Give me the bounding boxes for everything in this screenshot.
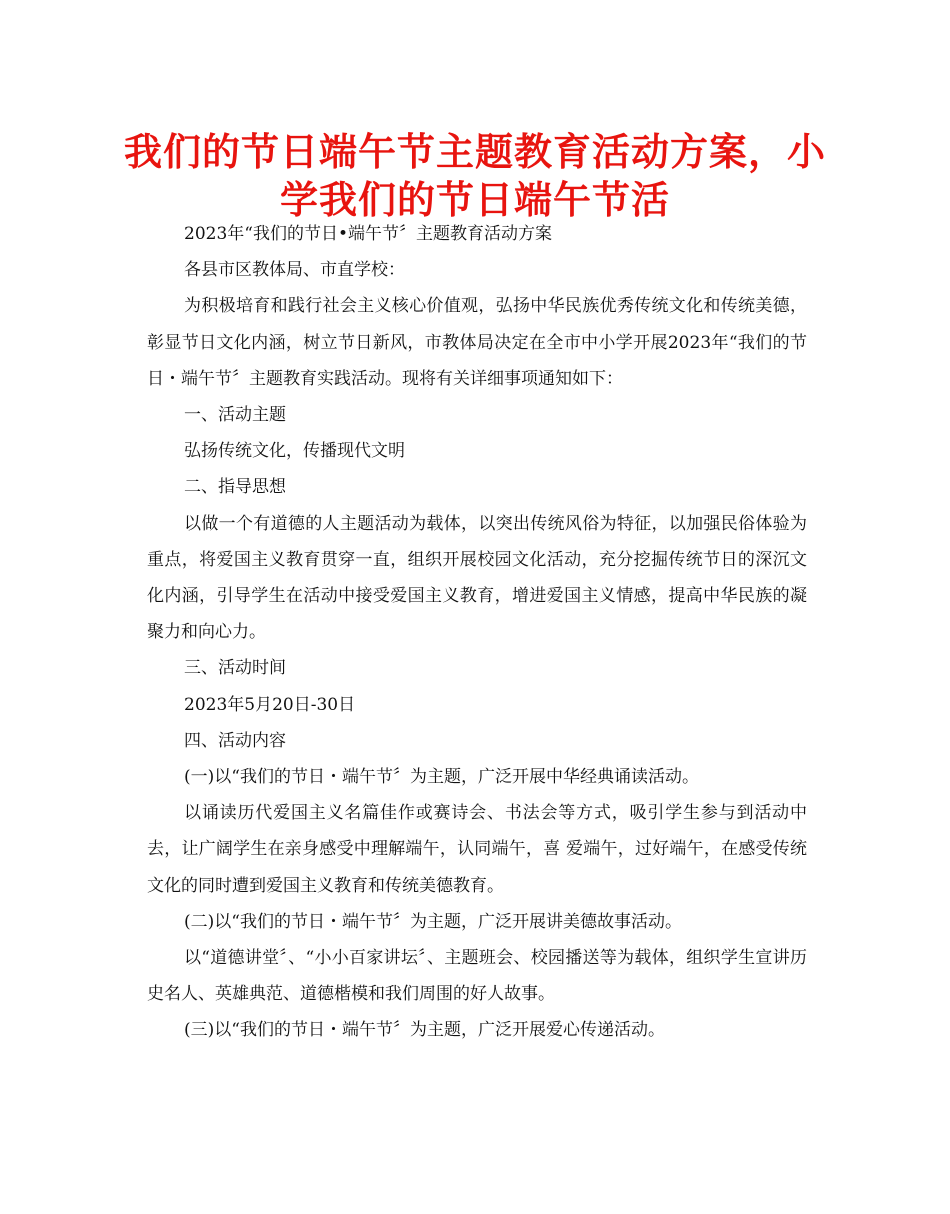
document-title: 我们的节日端午节主题教育活动方案，小学我们的节日端午节活	[123, 130, 826, 222]
content-item-1-paragraph: 以诵读历代爱国主义名篇佳作或赛诗会、书法会等方式，吸引学生参与到活动中去，让广阔学生在亲身感受中理解端午，认同端午，喜 爱端午，过好端午，在感受传统文化的同时遭到爱国主义教育和传统美德教育。	[147, 803, 807, 896]
content-item-3-heading: (三)以“我们的节日・端午节〞为主题，广泛开展爱心传递活动。	[184, 1020, 665, 1041]
addressee-line: 各县市区教体局、市直学校：	[184, 260, 405, 281]
content-item-1-heading: (一)以“我们的节日・端午节〞为主题，广泛开展中华经典诵读活动。	[184, 767, 699, 788]
time-paragraph: 2023年5月20日-30日	[184, 694, 356, 715]
section-heading-theme: 一、活动主题	[184, 405, 286, 426]
content-item-2-heading: (二)以“我们的节日・端午节〞为主题，广泛开展讲美德故事活动。	[184, 911, 682, 932]
section-heading-content: 四、活动内容	[184, 730, 286, 751]
theme-paragraph: 弘扬传统文化，传播现代文明	[184, 441, 405, 462]
plan-heading-line: 2023年“我们的节日•端午节〞主题教育活动方案	[184, 224, 552, 244]
guiding-idea-paragraph: 以做一个有道德的人主题活动为载体，以突出传统风俗为特征，以加强民俗体验为重点，将爱国主义教育贯穿一直，组织开展校园文化活动，充分挖掘传统节日的深沉文化内涵，引导学生在活动中接受爱国主义教育，增进爱国主义情感，提高中华民族的凝聚力和向心力。	[147, 513, 807, 643]
section-heading-guiding-idea: 二、指导思想	[184, 477, 286, 498]
section-heading-time: 三、活动时间	[184, 658, 286, 679]
content-item-2-paragraph: 以“道德讲堂〞、“小小百家讲坛〞、主题班会、校园播送等为载体，组织学生宣讲历史名人、英雄典范、道德楷模和我们周围的好人故事。	[147, 948, 807, 1005]
document-body	[147, 216, 807, 1049]
intro-paragraph: 为积极培育和践行社会主义核心价值观，弘扬中华民族优秀传统文化和传统美德，彰显节日文化内涵，树立节日新风，市教体局决定在全市中小学开展2023年“我们的节日・端午节〞主题教育实践活动。现将有关详细事项通知如下：	[147, 296, 807, 389]
